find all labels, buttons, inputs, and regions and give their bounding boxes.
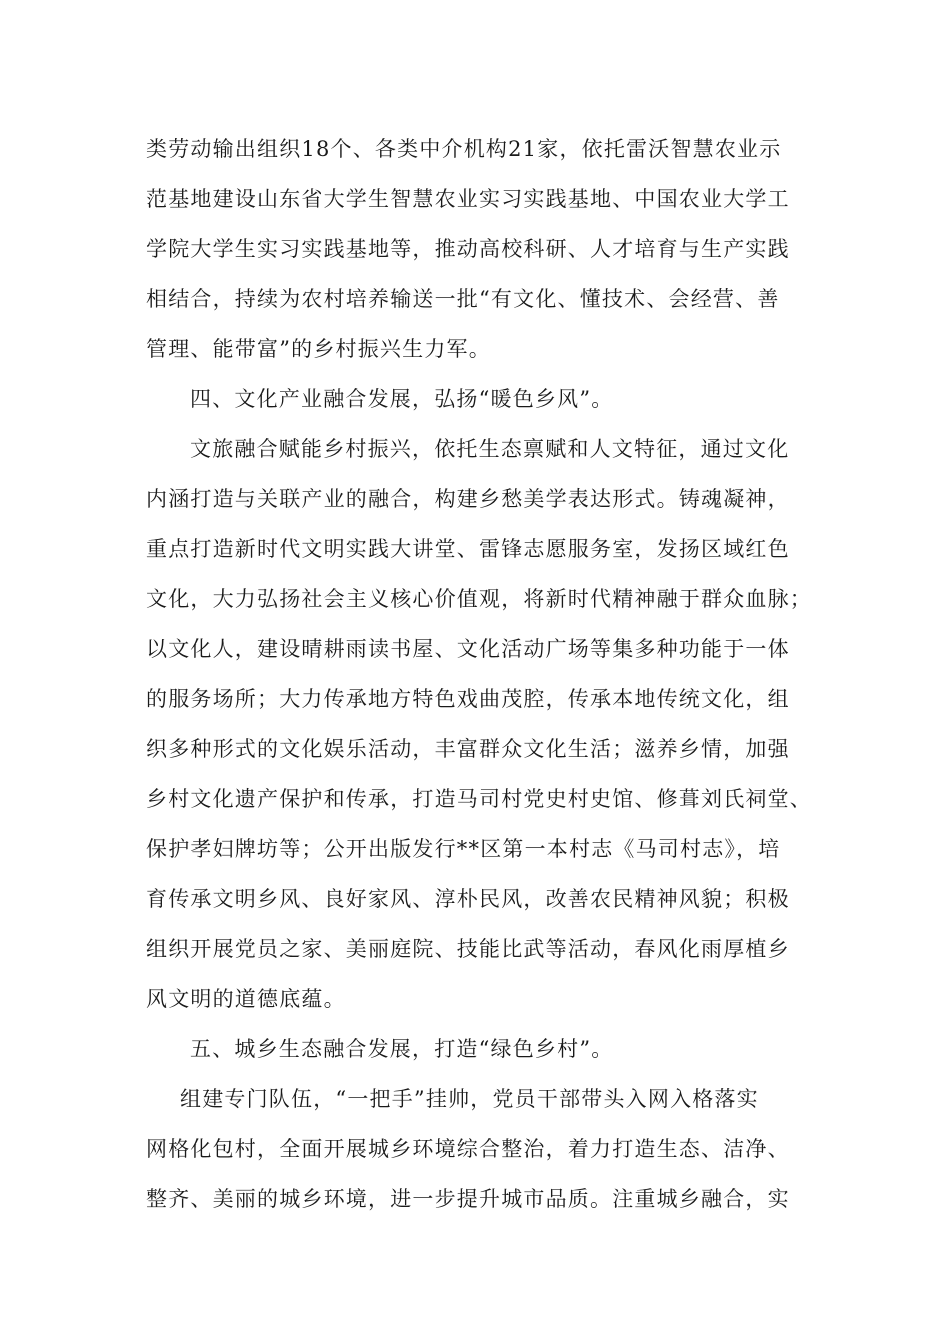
paragraph-line: 整齐、美丽的城乡环境，进一步提升城市品质。注重城乡融合，实	[146, 1187, 790, 1211]
paragraph-line: 保护孝妇牌坊等；公开出版发行**区第一本村志《马司村志》，培	[146, 837, 781, 861]
paragraph-line: 育传承文明乡风、良好家风、淳朴民风，改善农民精神风貌；积极	[146, 887, 790, 911]
paragraph-line: 组织开展党员之家、美丽庭院、技能比武等活动，春风化雨厚植乡	[146, 937, 790, 961]
paragraph-line: 管理、能带富”的乡村振兴生力军。	[146, 337, 491, 361]
section-heading: 五、城乡生态融合发展，打造“绿色乡村”。	[190, 1037, 614, 1061]
paragraph-line: 织多种形式的文化娱乐活动，丰富群众文化生活；滋养乡情，加强	[146, 737, 790, 761]
paragraph-line: 学院大学生实习实践基地等，推动高校科研、人才培育与生产实践	[146, 237, 790, 261]
paragraph-line: 风文明的道德底蕴。	[146, 987, 346, 1011]
paragraph-line: 网格化包村，全面开展城乡环境综合整治，着力打造生态、洁净、	[146, 1137, 790, 1161]
paragraph-first-line: 组建专门队伍，“一把手”挂帅，党员干部带头入网入格落实	[180, 1087, 759, 1111]
paragraph-line: 重点打造新时代文明实践大讲堂、雷锋志愿服务室，发扬区域红色	[146, 537, 790, 561]
paragraph-line: 类劳动输出组织18个、各类中介机构21家，依托雷沃智慧农业示	[146, 137, 782, 161]
section-heading: 四、文化产业融合发展，弘扬“暖色乡风”。	[190, 387, 614, 411]
paragraph-line: 相结合，持续为农村培养输送一批“有文化、懂技术、会经营、善	[146, 287, 780, 311]
paragraph-line: 文化，大力弘扬社会主义核心价值观，将新时代精神融于群众血脉；	[146, 587, 812, 611]
paragraph-line: 的服务场所；大力传承地方特色戏曲茂腔，传承本地传统文化，组	[146, 687, 790, 711]
paragraph-first-line: 文旅融合赋能乡村振兴，依托生态禀赋和人文特征，通过文化	[190, 437, 790, 461]
paragraph-line: 以文化人，建设晴耕雨读书屋、文化活动广场等集多种功能于一体	[146, 637, 790, 661]
paragraph-line: 乡村文化遗产保护和传承，打造马司村党史村史馆、修葺刘氏祠堂、	[146, 787, 812, 811]
paragraph-line: 范基地建设山东省大学生智慧农业实习实践基地、中国农业大学工	[146, 187, 790, 211]
paragraph-line: 内涵打造与关联产业的融合，构建乡愁美学表达形式。铸魂凝神，	[146, 487, 790, 511]
